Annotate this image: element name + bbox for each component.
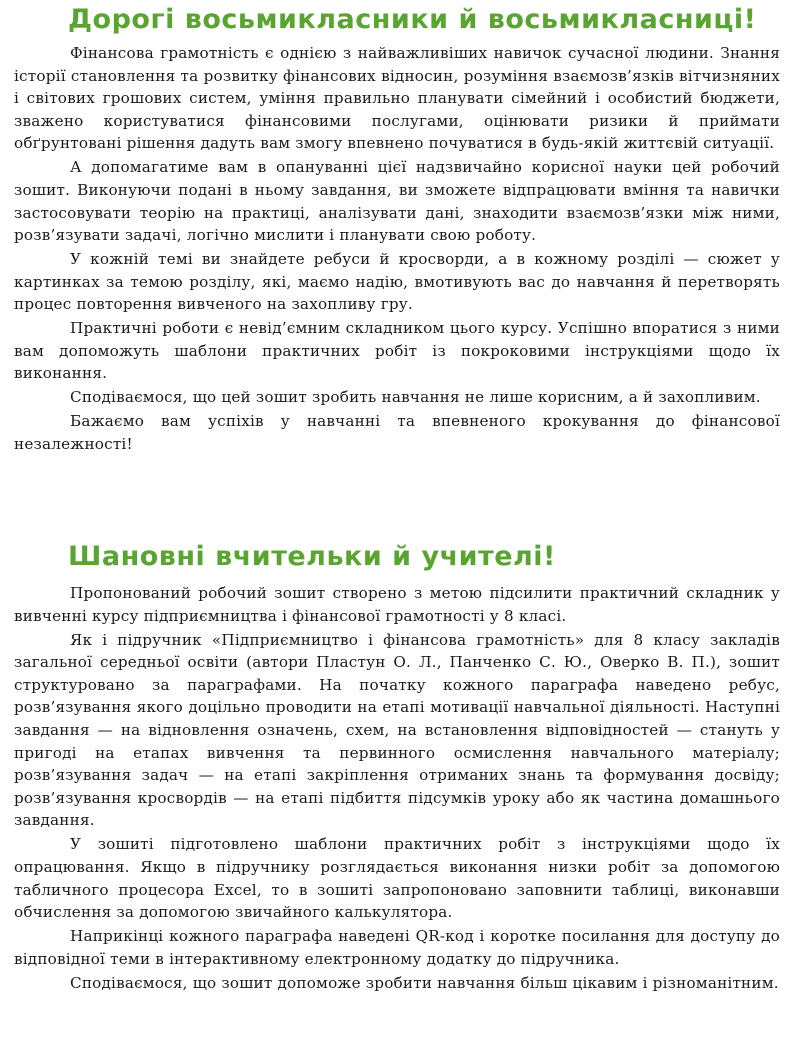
teachers-paragraph-5: Сподіваємося, що зошит допоможе зробити навчання більш цікавим і різноманітним. xyxy=(70,973,779,992)
students-text xyxy=(14,42,780,457)
teachers-paragraph-2: Як і підручник «Підприємництво і фінансова грамотність» для 8 класу закладів загальної середньої освіти (автори Пластун О. Л., Панченко С. Ю., Оверко В. П.), зошит структуровано за параграфами. На початку кожного параграфа наведено ребус, розв’язування якого доцільно проводити на етапі мотивації навчальної діяльності. Наступні завдання — на відновлення означень, схем, на встановлення відповідностей — стануть у пригоді на етапах вивчення та первинного осмислення навчального матеріалу; розв’язування задач — на етапі закріплення отриманих знань та формування досвіду; розв’язування кросвордів — на етапі підбиття підсумків уроку або як частина домашнього завдання. xyxy=(14,630,780,830)
teachers-paragraph-3: У зошиті підготовлено шаблони практичних робіт з інструкціями щодо їх опрацювання. Якщо в підручнику розглядається виконання низки робіт за допомогою табличного процесора Excel, то в зошиті запропоновано заповнити таблиці, виконавши обчислення за допомогою звичайного калькулятора. xyxy=(14,835,780,922)
teachers-paragraph-4: Наприкінці кожного параграфа наведені QR-код і коротке посилання для доступу до відповідної теми в інтерактивному електронному додатку до підручника. xyxy=(14,927,780,968)
students-paragraph-4: Практичні роботи є невід’ємним складником цього курсу. Успішно впоратися з ними вам допоможуть шаблони практичних робіт із покроковими інструкціями щодо їх виконання. xyxy=(14,319,780,383)
students-heading: Дорогі восьмикласники й восьмикласниці! xyxy=(68,4,757,35)
teachers-paragraph-1: Пропонований робочий зошит створено з метою підсилити практичний складник у вивченні курсу підприємництва і фінансової грамотності у 8 класі. xyxy=(14,584,780,625)
students-paragraph-5: Сподіваємося, що цей зошит зробить навчання не лише корисним, а й захопливим. xyxy=(70,388,761,407)
students-paragraph-1: Фінансова грамотність є однією з найважливіших навичок сучасної людини. Знання історії становлення та розвитку фінансових відносин, розуміння взаємозв’язків вітчизняних і світових грошових систем, уміння правильно планувати сімейний і особистий бюджети, зважено користуватися фінансовими послугами, оцінювати ризики й приймати обґрунтовані рішення дадуть вам змогу впевнено почуватися в будь-якій життєвій ситуації. xyxy=(14,44,780,153)
students-paragraph-3: У кожній темі ви знайдете ребуси й кросворди, а в кожному розділі — сюжет у картинках за темою розділу, які, маємо надію, вмотивують вас до навчання й перетворять процес повторення вивченого на захопливу гру. xyxy=(14,250,780,314)
students-paragraph-2: А допомагатиме вам в опануванні цієї надзвичайно корисної науки цей робочий зошит. Виконуючи подані в ньому завдання, ви зможете відпрацювати вміння та навички застосовувати теорію на практиці, аналізувати дані, знаходити взаємозв’язки між ними, розв’язувати задачі, логічно мислити і планувати свою роботу. xyxy=(14,158,780,245)
students-paragraph-6: Бажаємо вам успіхів у навчанні та впевненого крокування до фінансової незалежності! xyxy=(14,412,780,454)
teachers-heading: Шановні вчительки й учителі! xyxy=(68,541,556,572)
teachers-text xyxy=(14,582,780,996)
